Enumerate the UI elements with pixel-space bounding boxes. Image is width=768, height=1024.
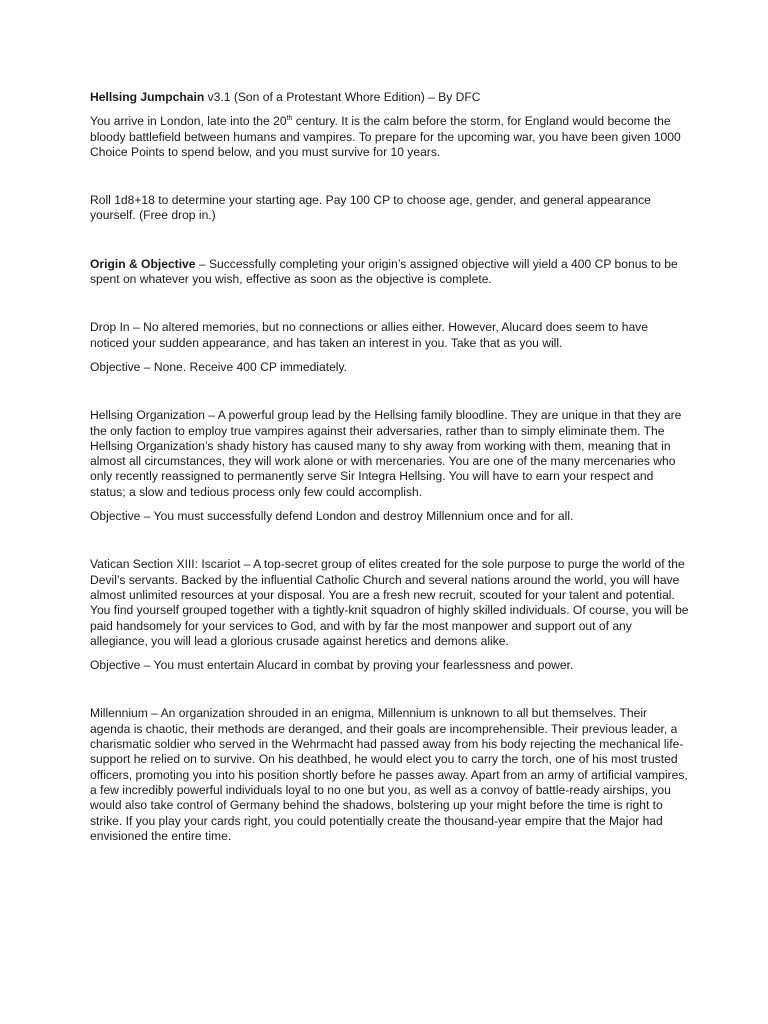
document-page bbox=[90, 90, 690, 844]
origin-heading-paragraph bbox=[90, 257, 690, 288]
intro-text-b: century. It is the calm before the storm, for England would become the bloody battlefield between humans and vampires. To prepare for the upcoming war, you have been given 1000 Choice Points to spend below, and you must survive for 10 years. bbox=[90, 114, 681, 159]
hellsing-paragraph: Hellsing Organization – A powerful group lead by the Hellsing family bloodline. They are unique in that they are the only faction to employ true vampires against their adversaries, rather than to simply eliminate them. The Hellsing Organization’s shady history has caused many to shy away from working with them, meaning that in almost all circumstances, they will work alone or with mercenaries. You are one of the many mercenaries who only recently reassigned to permanently serve Sir Integra Hellsing. You will have to earn your respect and status; a slow and tedious process only few could accomplish. bbox=[90, 408, 682, 499]
iscariot-objective: Objective – You must entertain Alucard in combat by proving your fearlessness and power. bbox=[90, 658, 574, 673]
title-bold: Hellsing Jumpchain bbox=[90, 90, 205, 104]
dropin-objective: Objective – None. Receive 400 CP immediately. bbox=[90, 359, 348, 374]
iscariot-paragraph: Vatican Section XIII: Iscariot – A top-secret group of elites created for the sole purpose to purge the world of the Devil’s servants. Backed by the influential Catholic Church and several nations around the world, you will have almost unlimited resources at your disposal. You are a fresh new recruit, scouted for your talent and potential. You find yourself grouped together with a tightly-knit squadron of highly skilled individuals. Of course, you will be paid handsomely for your services to God, and with by far the most manpower and support out of any allegiance, you will lead a glorious crusade against heretics and demons alike. bbox=[90, 557, 689, 648]
origin-text: – Successfully completing your origin’s assigned objective will yield a 400 CP bonus to be spent on whatever you wish, effective as soon as the objective is complete. bbox=[90, 256, 678, 287]
intro-paragraph bbox=[90, 114, 690, 160]
roll-paragraph: Roll 1d8+18 to determine your starting age. Pay 100 CP to choose age, gender, and general appearance yourself. (Free drop in.) bbox=[90, 193, 651, 223]
origin-heading: Origin & Objective bbox=[90, 256, 196, 271]
intro-text-a: You arrive in London, late into the 20 bbox=[90, 114, 287, 129]
millennium-paragraph: Millennium – An organization shrouded in an enigma, Millennium is unknown to all but themselves. Their agenda is chaotic, their methods are deranged, and their goals are incomprehensible. Their previous leader, a charismatic soldier who served in the Wehrmacht had passed away from his body rejecting the mechanical life-support he relied on to survive. On his deathbed, he would elect you to carry the torch, one of his most trusted officers, promoting you into his position shortly before he passes away. Apart from an army of artificial vampires, a few incredibly powerful individuals loyal to no one but you, as well as a convoy of battle-ready airships, you would also take control of Germany behind the shadows, bolstering up your might before the time is right to strike. If you play your cards right, you could potentially create the thousand-year empire that the Major had envisioned the entire time. bbox=[90, 706, 688, 843]
dropin-paragraph: Drop In – No altered memories, but no connections or allies either. However, Alucard does seem to have noticed your sudden appearance, and has taken an interest in you. Take that as you will. bbox=[90, 320, 648, 350]
title-rest: v3.1 (Son of a Protestant Whore Edition) – By DFC bbox=[204, 90, 481, 104]
intro-superscript: th bbox=[286, 115, 293, 123]
hellsing-objective: Objective – You must successfully defend London and destroy Millennium once and for all. bbox=[90, 509, 574, 524]
document-title bbox=[90, 90, 690, 105]
